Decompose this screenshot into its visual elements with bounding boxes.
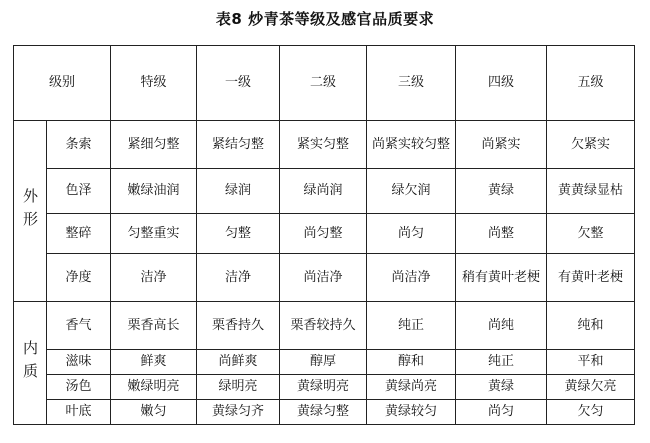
row-label: 滋味 (47, 350, 111, 375)
table-cell: 尚整 (456, 214, 547, 254)
table-cell: 纯正 (456, 350, 547, 375)
header-grade: 特级 (111, 46, 197, 121)
table-cell: 黄绿匀整 (280, 400, 367, 425)
table-row (14, 400, 635, 425)
row-label: 净度 (47, 254, 111, 302)
table-cell: 洁净 (197, 254, 280, 302)
header-row (14, 46, 635, 121)
table-cell: 尚匀 (367, 214, 456, 254)
table-row (14, 169, 635, 214)
table-cell: 黄绿尚亮 (367, 375, 456, 400)
header-grade: 五级 (547, 46, 635, 121)
row-label: 条索 (47, 121, 111, 169)
table-cell: 绿润 (197, 169, 280, 214)
table-cell: 尚匀整 (280, 214, 367, 254)
table-cell: 嫩匀 (111, 400, 197, 425)
grade-table (13, 45, 635, 425)
table-cell: 栗香高长 (111, 302, 197, 350)
header-grade: 二级 (280, 46, 367, 121)
table-cell: 尚纯 (456, 302, 547, 350)
table-cell: 嫩绿明亮 (111, 375, 197, 400)
header-grade: 三级 (367, 46, 456, 121)
table-cell: 栗香较持久 (280, 302, 367, 350)
table-row (14, 121, 635, 169)
table-cell: 绿欠润 (367, 169, 456, 214)
table-cell: 紧细匀整 (111, 121, 197, 169)
group-label-quality: 内质 (14, 302, 47, 425)
table-cell: 尚紧实 (456, 121, 547, 169)
table-cell: 黄绿匀齐 (197, 400, 280, 425)
group-label-appearance: 外形 (14, 121, 47, 302)
table-row (14, 350, 635, 375)
table-cell: 欠匀 (547, 400, 635, 425)
table-cell: 黄绿 (456, 375, 547, 400)
table-cell: 欠紧实 (547, 121, 635, 169)
table-cell: 有黄叶老梗 (547, 254, 635, 302)
table-cell: 紧结匀整 (197, 121, 280, 169)
table-row (14, 214, 635, 254)
table-cell: 尚鲜爽 (197, 350, 280, 375)
table-cell: 嫩绿油润 (111, 169, 197, 214)
table-cell: 醇和 (367, 350, 456, 375)
table-cell: 绿尚润 (280, 169, 367, 214)
table-cell: 洁净 (111, 254, 197, 302)
header-grade: 四级 (456, 46, 547, 121)
table-cell: 黄绿较匀 (367, 400, 456, 425)
row-label: 汤色 (47, 375, 111, 400)
table-cell: 绿明亮 (197, 375, 280, 400)
table-cell: 平和 (547, 350, 635, 375)
table-cell: 黄绿 (456, 169, 547, 214)
table-title: 表8 炒青茶等级及感官品质要求 (215, 10, 435, 28)
header-grade: 一级 (197, 46, 280, 121)
table-row (14, 254, 635, 302)
table-cell: 纯正 (367, 302, 456, 350)
header-category: 级别 (14, 46, 111, 121)
table-cell: 匀整 (197, 214, 280, 254)
table-row (14, 302, 635, 350)
table-cell: 黄绿欠亮 (547, 375, 635, 400)
table-cell: 醇厚 (280, 350, 367, 375)
table-cell: 黄黄绿显枯 (547, 169, 635, 214)
table-cell: 黄绿明亮 (280, 375, 367, 400)
table-cell: 尚洁净 (367, 254, 456, 302)
table-cell: 匀整重实 (111, 214, 197, 254)
row-label: 色泽 (47, 169, 111, 214)
row-label: 整碎 (47, 214, 111, 254)
row-label: 叶底 (47, 400, 111, 425)
table-row (14, 375, 635, 400)
table-cell: 栗香持久 (197, 302, 280, 350)
table-cell: 紧实匀整 (280, 121, 367, 169)
table-cell: 尚洁净 (280, 254, 367, 302)
table-cell: 欠整 (547, 214, 635, 254)
table-cell: 尚紧实较匀整 (367, 121, 456, 169)
table-cell: 稍有黄叶老梗 (456, 254, 547, 302)
row-label: 香气 (47, 302, 111, 350)
table-cell: 鲜爽 (111, 350, 197, 375)
table-cell: 尚匀 (456, 400, 547, 425)
table-cell: 纯和 (547, 302, 635, 350)
